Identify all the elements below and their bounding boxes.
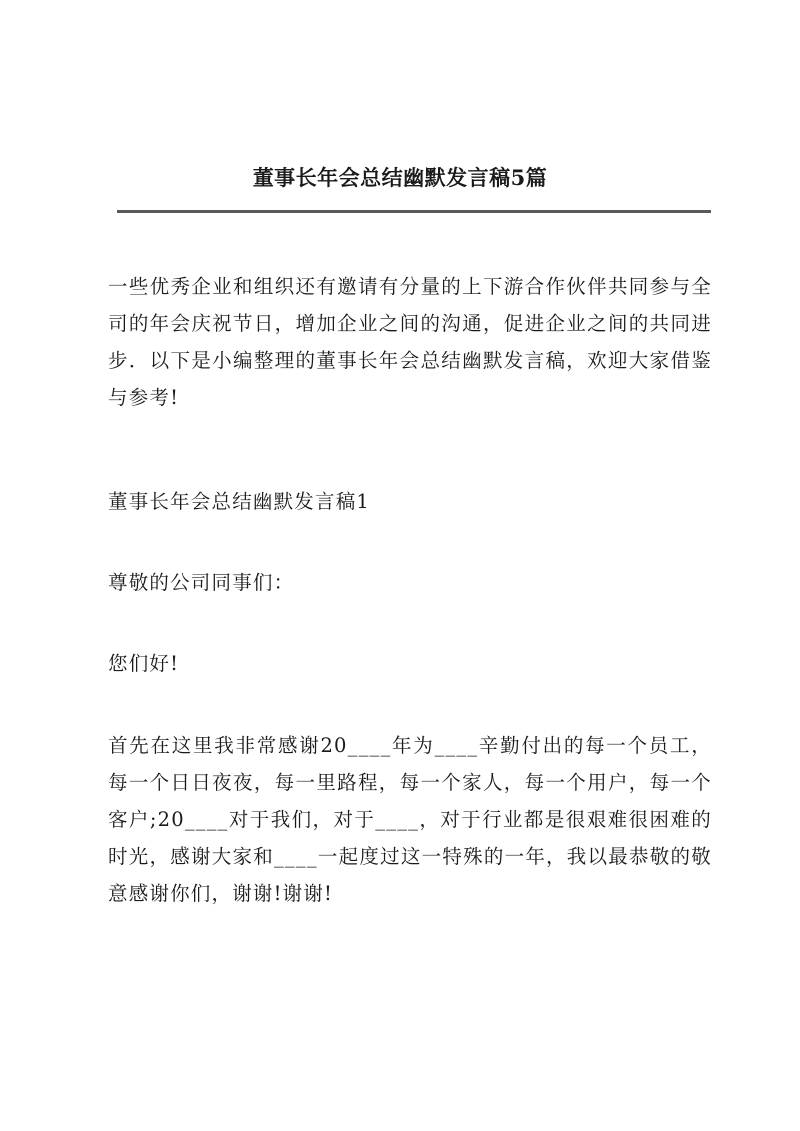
salutation-paragraph: 尊敬的公司同事们： <box>108 571 295 594</box>
section-heading: 董事长年会总结幽默发言稿1 <box>108 490 371 513</box>
body-paragraph: 首先在这里我非常感谢20____年为____辛勤付出的每一个员工，每一个日日夜夜，每一里路程，每一个家人，每一个用户，每一个客户;20____对于我们，对于____，对于行业都是很艰难很困难的时光，感谢大家和____一起度过这一特殊的一年，我以最恭敬的敬意感谢你们，谢谢!谢谢! <box>108 734 712 905</box>
greeting-paragraph: 您们好! <box>108 652 180 675</box>
intro-paragraph: 一些优秀企业和组织还有邀请有分量的上下游合作伙伴共同参与全司的年会庆祝节日，增加企业之间的沟通，促进企业之间的共同进步．以下是小编整理的董事长年会总结幽默发言稿，欢迎大家借鉴与参考! <box>108 275 712 409</box>
document-title: 董事长年会总结幽默发言稿5篇 <box>252 165 548 190</box>
title-underline <box>117 210 711 213</box>
